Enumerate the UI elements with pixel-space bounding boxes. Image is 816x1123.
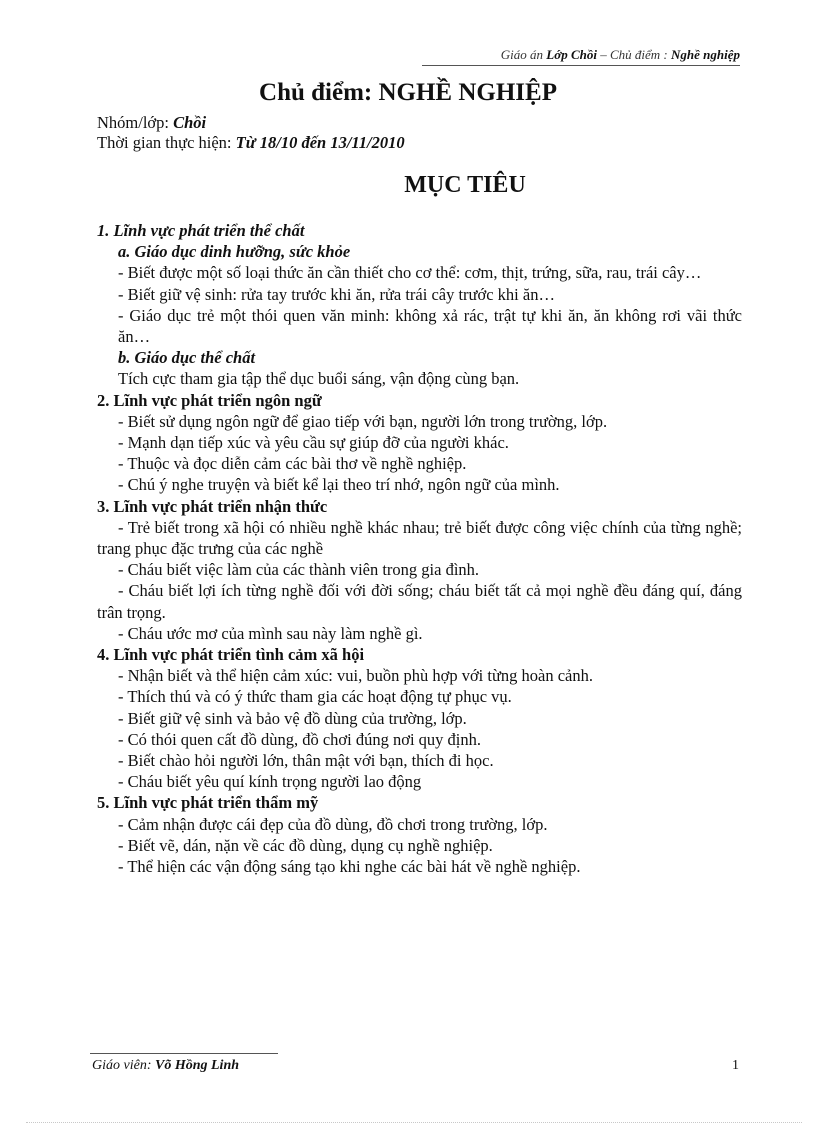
list-item: - Thích thú và có ý thức tham gia các hoạt động tự phục vụ. bbox=[118, 687, 512, 707]
list-item: - Cháu biết yêu quí kính trọng người lao động bbox=[118, 772, 422, 792]
list-item: - Biết được một số loại thức ăn cần thiết cho cơ thể: cơm, thịt, trứng, sữa, rau, trái cây… bbox=[118, 263, 702, 283]
teacher-label: Giáo viên: bbox=[92, 1058, 155, 1073]
subsection-title: b. Giáo dục thể chất bbox=[118, 348, 256, 368]
page-number: 1 bbox=[732, 1058, 739, 1073]
list-item: - Biết vẽ, dán, nặn về các đồ dùng, dụng cụ nghề nghiệp. bbox=[118, 835, 493, 855]
list-item: - Trẻ biết trong xã hội có nhiều nghề khác nhau; trẻ biết được công việc chính của từng nghề; trang phục đặc trưng của các nghề bbox=[97, 517, 742, 559]
time-line bbox=[97, 133, 405, 153]
goal-heading: MỤC TIÊU bbox=[404, 172, 526, 198]
list-item: - Giáo dục trẻ một thói quen văn minh: không xả rác, trật tự khi ăn, ăn không rơi vãi thức ăn… bbox=[118, 305, 742, 347]
list-item: Tích cực tham gia tập thể dục buổi sáng, vận động cùng bạn. bbox=[118, 369, 520, 389]
list-item: - Biết chào hỏi người lớn, thân mật với bạn, thích đi học. bbox=[118, 751, 494, 771]
section-title: 2. Lĩnh vực phát triển ngôn ngữ bbox=[97, 390, 322, 410]
group-line bbox=[97, 113, 206, 133]
header-class-name: Lớp Chồi bbox=[546, 47, 597, 62]
header-prefix: Giáo án bbox=[500, 47, 547, 62]
time-label: Thời gian thực hiện: bbox=[97, 133, 236, 152]
running-header bbox=[422, 47, 740, 66]
time-value: Từ 18/10 đến 13/11/2010 bbox=[235, 133, 405, 152]
list-item: - Thể hiện các vận động sáng tạo khi nghe các bài hát về nghề nghiệp. bbox=[118, 857, 581, 877]
list-item: - Chú ý nghe truyện và biết kể lại theo trí nhớ, ngôn ngữ của mình. bbox=[118, 475, 560, 495]
list-item: - Biết sử dụng ngôn ngữ để giao tiếp với bạn, người lớn trong trường, lớp. bbox=[118, 411, 608, 431]
list-item: - Biết giữ vệ sinh: rửa tay trước khi ăn, rửa trái cây trước khi ăn… bbox=[118, 284, 555, 304]
section-title: 3. Lĩnh vực phát triển nhận thức bbox=[97, 496, 328, 516]
list-item: - Cháu ước mơ của mình sau này làm nghề gì. bbox=[118, 623, 423, 643]
teacher-name: Võ Hồng Linh bbox=[154, 1058, 240, 1073]
section-title: 1. Lĩnh vực phát triển thể chất bbox=[97, 221, 305, 240]
group-value: Chồi bbox=[173, 113, 207, 132]
document-title: Chủ điểm: NGHỀ NGHIỆP bbox=[259, 79, 557, 106]
list-item: - Cháu biết việc làm của các thành viên trong gia đình. bbox=[118, 560, 480, 580]
list-item: - Cảm nhận được cái đẹp của đồ dùng, đồ chơi trong trường, lớp. bbox=[118, 814, 548, 834]
section-title: 4. Lĩnh vực phát triển tình cảm xã hội bbox=[97, 645, 365, 665]
header-middle: – Chủ điểm : bbox=[596, 47, 672, 62]
section-title: 5. Lĩnh vực phát triển thẩm mỹ bbox=[97, 793, 319, 813]
footer-divider bbox=[90, 1053, 278, 1054]
subsection-title: a. Giáo dục dinh hưỡng, sức khỏe bbox=[118, 242, 351, 262]
list-item: - Mạnh dạn tiếp xúc và yêu cầu sự giúp đỡ của người khác. bbox=[118, 433, 509, 453]
list-item: - Cháu biết lợi ích từng nghề đối với đời sống; cháu biết tất cả mọi nghề đều đáng quí, đáng trân trọng. bbox=[97, 581, 742, 622]
list-item: - Biết giữ vệ sinh và bảo vệ đồ dùng của trường, lớp. bbox=[118, 708, 467, 728]
header-topic: Nghề nghiệp bbox=[671, 47, 740, 62]
footer-teacher bbox=[92, 1058, 239, 1074]
list-item: - Thuộc và đọc diễn cảm các bài thơ về nghề nghiệp. bbox=[118, 454, 467, 474]
list-item: - Có thói quen cất đồ dùng, đồ chơi đúng nơi quy định. bbox=[118, 729, 481, 749]
group-label: Nhóm/lớp: bbox=[97, 113, 174, 132]
list-item: - Nhận biết và thể hiện cảm xúc: vui, buồn phù hợp với từng hoàn cảnh. bbox=[118, 666, 593, 686]
goals-body bbox=[97, 220, 742, 877]
